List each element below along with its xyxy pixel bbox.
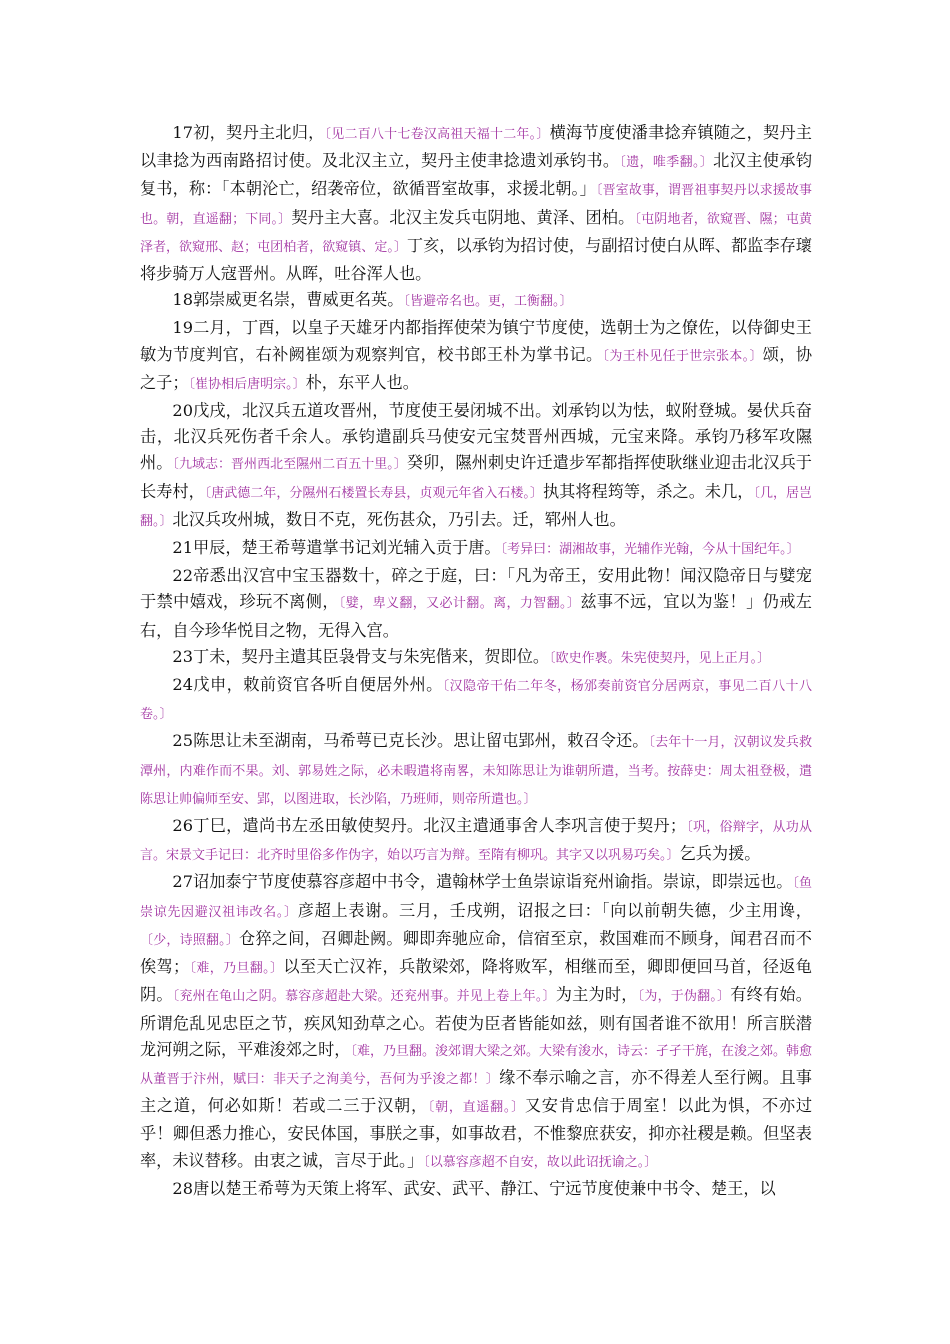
annotation-note: 〔为王朴见任于世宗张本。〕 — [602, 348, 763, 364]
body-text: 颂，协之子； — [140, 344, 813, 392]
body-text: 乞兵为援。 — [679, 844, 761, 864]
annotation-note: 〔朝，直遥翻。〕 — [427, 1100, 525, 1116]
body-text: 缘不奉示喻之言，亦不得差人至行阙。且事主之道，何必如斯！若或二三于汉朝， — [140, 1067, 812, 1116]
paragraph — [140, 869, 812, 1175]
body-text: 21甲辰，楚王希萼遣掌书记刘光辅入贡于唐。 — [172, 538, 501, 558]
body-text: 有终有始。所谓危乱见忠臣之节，疾风知劲草之心。若使为臣者皆能如兹，则有国者谁不欲用！所言朕潜龙河朔之际，平难浚郊之时， — [140, 985, 812, 1059]
body-text: 仓猝之间，召卿赴阙。卿即奔驰应命，信宿至京，救国难而不顾身，闻君召而不俟驾； — [140, 928, 812, 977]
body-text: 朴，东平人也。 — [305, 372, 419, 392]
annotation-note: 〔九域志：晋州西北至隰州二百五十里。〕 — [172, 457, 407, 473]
body-text: 横海节度使潘聿捻弃镇随之，契丹主以聿捻为西南路招讨使。及北汉主立，契丹主使聿捻遗刘承钧书。 — [140, 123, 812, 171]
body-text: 22帝悉出汉宫中宝玉器数十，碎之于庭，曰：「凡为帝王，安用此物！闻汉隐帝日与嬖宠于禁中嬉戏，珍玩不离侧， — [140, 566, 812, 612]
annotation-note: 〔去年十一月，汉朝议发兵救潭州，内难作而不果。刘、郭易姓之际，必未暇遣将南畧，未知陈思让为谁朝所遣，当考。按薛史：周太祖登极，遣陈思让帅偏师至安、郢，以图进取，长沙陷，乃班师，则帝所遣也。〕 — [140, 735, 812, 807]
body-text: 契丹主大喜。北汉主发兵屯阴地、黄泽、团柏。 — [291, 207, 635, 227]
annotation-note: 〔难，乃旦翻。〕 — [189, 961, 284, 977]
annotation-note: 〔崔协相后唐明宗。〕 — [188, 376, 306, 392]
body-text: 执其将程筠等，杀之。未几， — [542, 481, 754, 501]
paragraph — [140, 813, 812, 869]
annotation-note: 〔少，诗照翻。〕 — [140, 932, 240, 948]
annotation-note: 〔考异曰：湖湘故事，光辅作光翰，今从十国纪年。〕 — [500, 542, 800, 558]
body-text: 26丁巳，遣尚书左丞田敏使契丹。北汉主遣通事舍人李巩言使于契丹； — [172, 816, 687, 836]
annotation-note: 〔见二百八十七卷汉高祖天福十二年。〕 — [324, 127, 550, 142]
paragraph — [140, 120, 812, 287]
annotation-note: 〔嬖，卑义翻，又必计翻。离，力智翻。〕 — [338, 596, 581, 612]
annotation-note: 〔几，居岂翻。〕 — [140, 485, 812, 529]
body-text: 丁亥，以承钧为招讨使，与副招讨使白从晖、都监李存瓌将步骑万人寇晋州。从晖，吐谷浑人也。 — [140, 235, 812, 284]
annotation-note: 〔屯阴地者，欲窥晋、隰；屯黄泽者，欲窥邢、赵；屯团柏者，欲窥镇、定。〕 — [140, 211, 812, 255]
paragraph — [140, 535, 812, 563]
body-text: 28唐以楚王希萼为天策上将军、武安、武平、静江、宁远节度使兼中书令、楚王，以 — [172, 1178, 776, 1198]
body-text: 为主为时， — [555, 985, 638, 1005]
paragraph — [140, 672, 812, 728]
paragraph — [140, 398, 812, 535]
body-text: 彦超上表谢。三月，壬戌朔，诏报之曰：「向以前朝失德，少主用谗， — [297, 900, 812, 920]
document-page — [140, 120, 812, 1202]
body-text: 癸卯，隰州刺史许迁遣步军都指挥使耿继业迎击北汉兵于长寿村， — [140, 453, 812, 501]
paragraph — [140, 315, 812, 398]
annotation-note: 〔难，乃旦翻。浚郊谓大梁之郊。大梁有浚水，诗云：孑孑干旄，在浚之郊。韩愈从董晋于汴州，赋曰：非天子之洵美兮，吾何为乎浚之都！〕 — [140, 1043, 812, 1087]
paragraph — [140, 287, 812, 315]
body-text: 17初，契丹主北归， — [172, 123, 325, 142]
annotation-note: 〔皆避帝名也。更，工衡翻。〕 — [403, 294, 573, 310]
body-text: 25陈思让未至湖南，马希萼已克长沙。思让留屯郢州，敕召令还。 — [172, 731, 649, 751]
annotation-note: 〔汉隐帝干佑二年冬，杨邠奏前资官分居两京，事见二百八十八卷。〕 — [140, 679, 812, 723]
paragraph — [140, 728, 812, 813]
paragraph — [140, 563, 812, 644]
annotation-note: 〔唐武德二年，分隰州石楼置长寿县，贞观元年省入石楼。〕 — [204, 485, 543, 501]
annotation-note: 〔鱼崇谅先因避汉祖讳改名。〕 — [140, 876, 812, 920]
annotation-note: 〔巩，俗辩字，从功从言。宋景文手记曰：北齐时里俗多作伪字，始以巧言为辩。至隋有柳巩。其字又以巩易巧矣。〕 — [140, 820, 812, 864]
body-text: 20戊戌，北汉兵五道攻晋州，节度使王晏闭城不出。刘承钧以为怯，蚁附登城。晏伏兵奋击，北汉兵死伤者千余人。承钧遣副兵马使安元宝焚晋州西城，元宝来降。承钧乃移军攻隰州。 — [140, 401, 812, 473]
paragraph — [140, 644, 812, 672]
body-text: 以至天亡汉祚，兵散梁郊，降将败军，相继而至，卿即便回马首，径返龟阴。 — [140, 957, 812, 1005]
body-text: 23丁未，契丹主遣其臣袅骨支与朱宪偕来，贺即位。 — [172, 646, 550, 666]
annotation-note: 〔遗，唯季翻。〕 — [619, 155, 714, 171]
body-text: 24戊申，敕前资官各听自便居外州。 — [172, 675, 443, 695]
paragraph — [140, 1176, 812, 1202]
body-text: 27诏加泰宁节度使慕容彦超中书令，遣翰林学士鱼崇谅诣兖州谕指。崇谅，即崇远也。 — [172, 872, 793, 892]
annotation-note: 〔欧史作褭。朱宪使契丹，见上正月。〕 — [549, 650, 771, 666]
body-text: 19二月，丁酉，以皇子天雄牙内都指挥使荣为镇宁节度使，选朝士为之僚佐，以侍御史王敏为节度判官，右补阙崔颂为观察判官，校书郎王朴为掌书记。 — [140, 318, 812, 364]
body-text: 北汉主使承钧复书，称：「本朝沦亡，绍袭帝位，欲循晋室故事，求援北朝。」 — [140, 151, 812, 199]
body-text: 北汉兵攻州城，数日不克，死伤甚众，乃引去。迁，郓州人也。 — [172, 509, 626, 529]
annotation-note: 〔晋室故事，谓晋祖事契丹以求援故事也。朝，直遥翻；下同。〕 — [140, 183, 812, 227]
annotation-note: 〔以慕容彦超不自安，故以此诏抚谕之。〕 — [423, 1154, 658, 1170]
document-body — [140, 120, 812, 1202]
annotation-note: 〔为，于伪翻。〕 — [637, 989, 731, 1005]
body-text: 又安肯忠信于周室！以此为惧，不亦过乎！卿但悉力推心，安民体国，事朕之事，如事故君，不惟黎庶获安，抑亦社稷是赖。但坚表率，未议替移。由衷之诚，言尽于此。」 — [140, 1096, 813, 1170]
annotation-note: 〔兖州在龟山之阴。慕容彦超赴大梁。还兖州事。并见上卷上年。〕 — [172, 989, 556, 1005]
body-text: 兹事不远，宜以为鉴！」仍戒左右，自今珍华悦目之物，无得入宫。 — [140, 592, 812, 640]
body-text: 18郭崇威更名崇，曹威更名英。 — [172, 290, 404, 310]
